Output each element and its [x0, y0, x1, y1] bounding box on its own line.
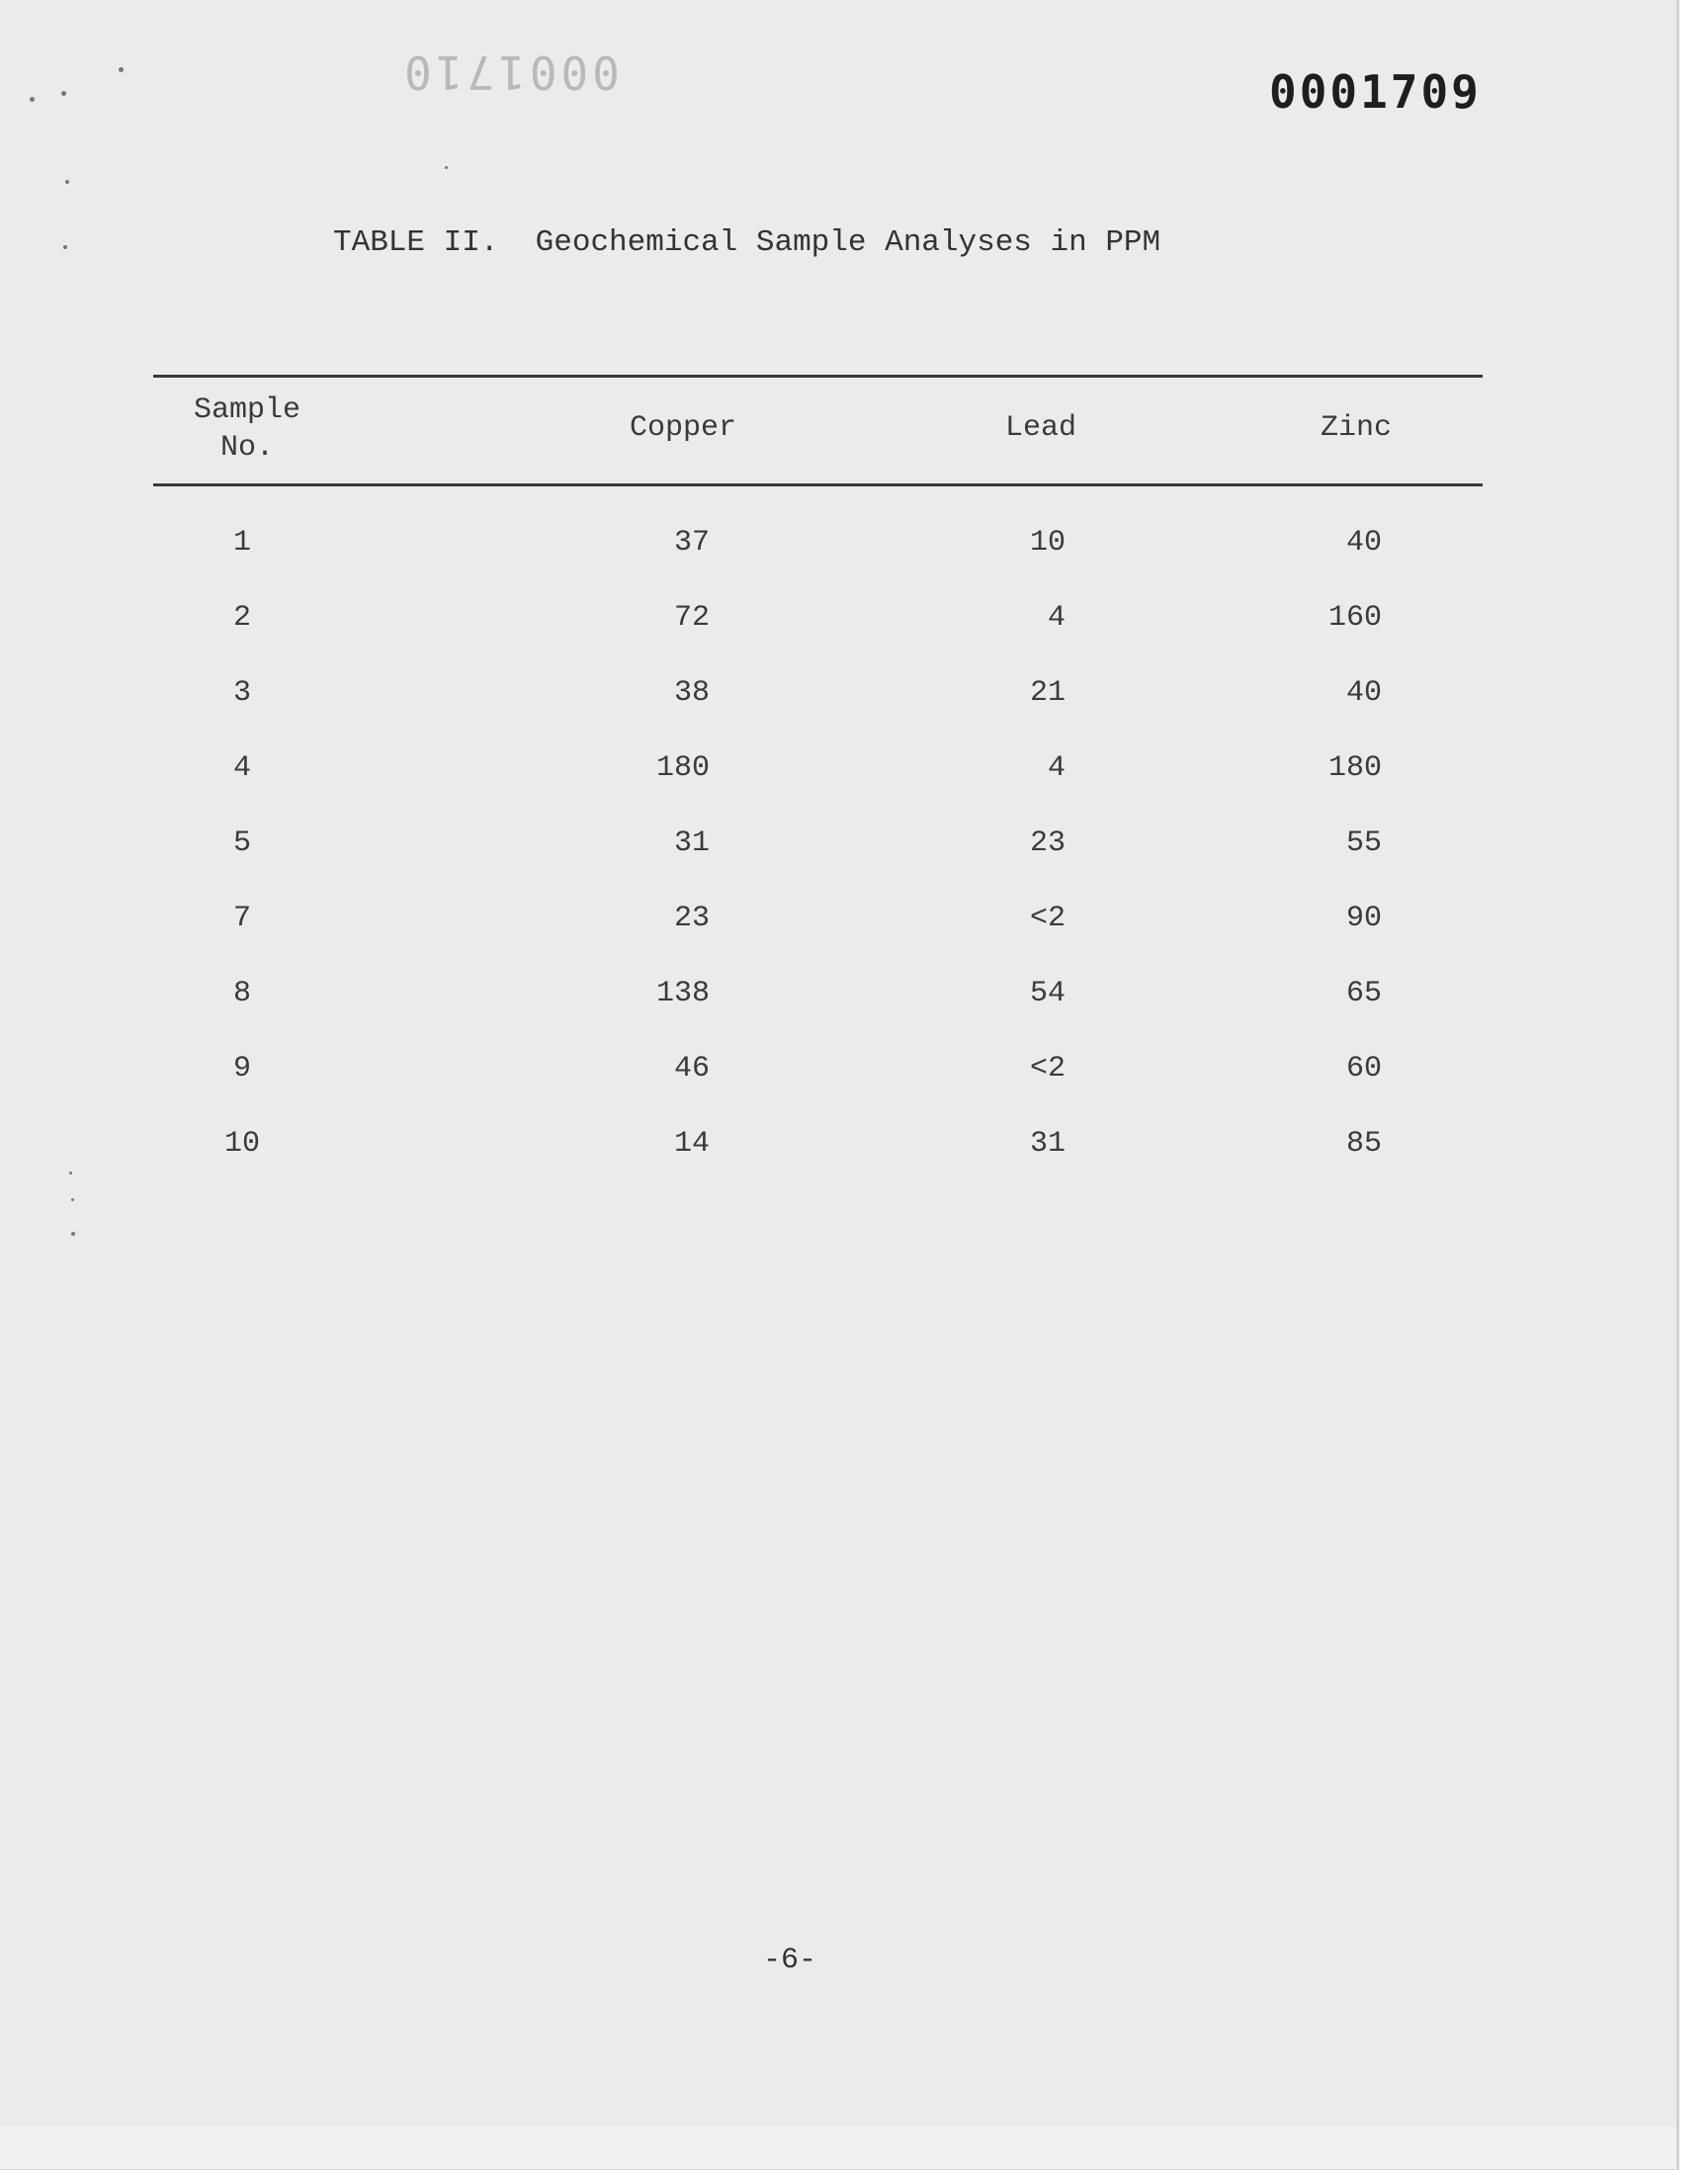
table-row — [0, 676, 1676, 726]
cell-sample-no: 1 — [232, 526, 251, 560]
page-bottom-strip — [0, 2126, 1676, 2169]
header-zinc: Zinc — [1321, 411, 1393, 445]
cell-zinc: 40 — [1345, 676, 1382, 710]
cell-zinc: 180 — [1327, 751, 1382, 785]
scan-speck — [71, 1198, 74, 1201]
cell-copper: 180 — [655, 751, 710, 785]
header-sample-line2: No. — [220, 431, 275, 465]
faint-stamp-number: 0001710 — [400, 45, 620, 99]
scan-speck — [119, 67, 124, 72]
cell-copper: 72 — [673, 601, 710, 635]
scan-speck — [63, 245, 67, 249]
cell-zinc: 85 — [1345, 1127, 1382, 1161]
cell-lead: 4 — [1047, 601, 1066, 635]
cell-sample-no: 10 — [223, 1127, 260, 1161]
cell-lead: 10 — [1029, 526, 1066, 560]
cell-lead: 54 — [1029, 977, 1066, 1010]
cell-lead: 23 — [1029, 826, 1066, 860]
cell-sample-no: 5 — [232, 826, 251, 860]
cell-zinc: 60 — [1345, 1052, 1382, 1086]
table-row — [0, 601, 1676, 651]
table-row — [0, 1052, 1676, 1101]
cell-copper: 138 — [655, 977, 710, 1010]
cell-zinc: 65 — [1345, 977, 1382, 1010]
table-row — [0, 826, 1676, 876]
cell-sample-no: 8 — [232, 977, 251, 1010]
cell-sample-no: 7 — [232, 902, 251, 935]
cell-zinc: 90 — [1345, 902, 1382, 935]
cell-sample-no: 3 — [232, 676, 251, 710]
table-top-rule — [153, 375, 1483, 378]
cell-sample-no: 4 — [232, 751, 251, 785]
cell-copper: 31 — [673, 826, 710, 860]
table-header-rule — [153, 483, 1483, 486]
cell-sample-no: 9 — [232, 1052, 251, 1086]
cell-zinc: 55 — [1345, 826, 1382, 860]
cell-copper: 37 — [673, 526, 710, 560]
table-row — [0, 977, 1676, 1026]
document-number-stamp: 0001709 — [1269, 65, 1482, 119]
cell-lead: 31 — [1029, 1127, 1066, 1161]
scan-speck — [30, 97, 35, 102]
scan-speck — [445, 166, 448, 169]
table-row — [0, 1127, 1676, 1176]
cell-copper: 23 — [673, 902, 710, 935]
cell-sample-no: 2 — [232, 601, 251, 635]
scan-speck — [65, 180, 69, 184]
cell-lead: 21 — [1029, 676, 1066, 710]
table-title: TABLE II. Geochemical Sample Analyses in PPM — [333, 225, 1161, 260]
table-row — [0, 526, 1676, 575]
scan-speck — [71, 1232, 75, 1236]
cell-lead: 4 — [1047, 751, 1066, 785]
cell-lead: <2 — [1029, 1052, 1066, 1086]
header-lead: Lead — [1005, 411, 1077, 445]
cell-zinc: 160 — [1327, 601, 1382, 635]
table-row — [0, 751, 1676, 801]
cell-lead: <2 — [1029, 902, 1066, 935]
scan-speck — [61, 91, 66, 96]
header-copper: Copper — [630, 411, 737, 445]
cell-copper: 38 — [673, 676, 710, 710]
cell-copper: 46 — [673, 1052, 710, 1086]
cell-zinc: 40 — [1345, 526, 1382, 560]
cell-copper: 14 — [673, 1127, 710, 1161]
header-sample-no — [194, 392, 300, 467]
page-number: -6- — [763, 1944, 817, 1977]
table-row — [0, 902, 1676, 951]
header-sample-line1: Sample — [194, 393, 301, 427]
